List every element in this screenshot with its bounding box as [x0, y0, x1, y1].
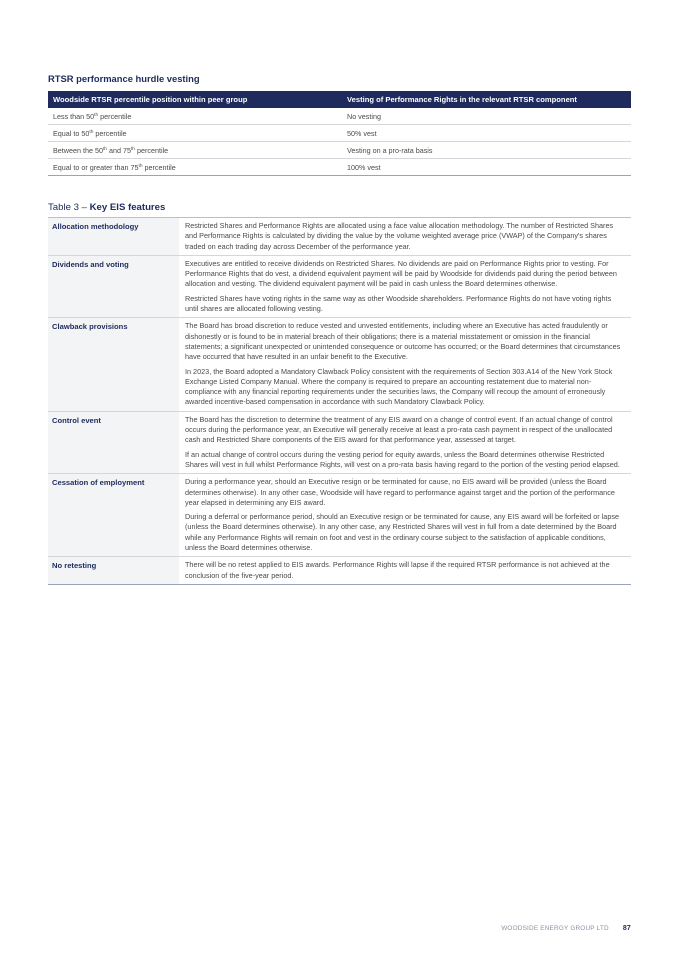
eis-title-prefix: Table 3 –	[48, 202, 90, 213]
eis-paragraph: During a performance year, should an Executive resign or be terminated for cause, no EIS award will be provided (unless the Board determines otherwise). In any other case, Woodside will have regard to performance against target and the portion of the performance year elapsed in determining any EIS award.	[185, 477, 615, 507]
percentile-cell	[48, 142, 342, 159]
eis-row	[48, 474, 631, 557]
rtsr-vesting-table	[48, 91, 631, 176]
table-row	[48, 125, 631, 142]
column-header-percentile: Woodside RTSR percentile position within peer group	[48, 91, 342, 108]
eis-row-label: Control event	[48, 412, 179, 473]
eis-row-label: No retesting	[48, 557, 179, 584]
footer-company: WOODSIDE ENERGY GROUP LTD	[501, 925, 609, 932]
eis-paragraph: Restricted Shares have voting rights in the same way as other Woodside shareholders. Performance Rights do not have voting rights until shares are allocated following vesting.	[185, 293, 612, 314]
eis-paragraph: During a deferral or performance period, should an Executive resign or be terminated for cause, any EIS award will be forfeited or lapse (unless the Board determines otherwise). In any other case, any Restricted Shares will vest in full from a date determined by the Board while any Performance Rights will remain on foot and vest in the ordinary course subject to the satisfaction of applicable conditions, unless the Board determines otherwise.	[185, 512, 620, 553]
percentile-cell	[48, 125, 342, 142]
eis-row-description	[179, 218, 631, 255]
eis-row-description	[179, 557, 631, 584]
percentile-text-pre: Less than 50	[53, 111, 95, 121]
eis-paragraph: The Board has broad discretion to reduce vested and unvested entitlements, including where an Executive has acted fraudulently or dishonestly or is found to be in material breach of their obligations; there is a material misstatement or omission in the financial statements; a significant unexpected or unintended consequence or outcome has occurred; or the Board determines that circumstances have occurred that have resulted in an unfair benefit to the Executive.	[185, 321, 621, 362]
eis-paragraph: Executives are entitled to receive dividends on Restricted Shares. No dividends are paid on Performance Rights prior to vesting. For Performance Rights that do vest, a dividend equivalent payment will be paid by Woodside for dividends paid during the period between allocation and vesting. The dividend equivalent payment will be paid in cash unless the Board determines otherwise.	[185, 258, 617, 289]
eis-paragraph: In 2023, the Board adopted a Mandatory Clawback Policy consistent with the requirements of Section 303.A14 of the New York Stock Exchange Listed Company Manual. Where the company is required to prepare an accounting restatement due to material non-compliance with any financial reporting requirements under the securities laws, the Company will recoup the amount of erroneously awarded incentive-based compensation in accordance with such Mandatory Clawback Policy.	[185, 366, 613, 407]
eis-paragraph: There will be no retest applied to EIS awards. Performance Rights will lapse if the required RTSR performance is not achieved at the conclusion of the five-year period.	[185, 560, 610, 580]
table-header-row	[48, 91, 631, 108]
percentile-cell	[48, 108, 342, 125]
vesting-cell: 100% vest	[342, 159, 631, 176]
page-number: 87	[622, 925, 631, 932]
percentile-text-sup: th	[138, 163, 143, 169]
eis-paragraph: If an actual change of control occurs during the vesting period for equity awards, unless the Board determines otherwise Restricted Shares will vest in full whilst Performance Rights, will vest on a pro-rata basis having regard to the portion of the vesting period elapsed.	[185, 449, 620, 469]
eis-row-label: Clawback provisions	[48, 318, 179, 410]
percentile-text-post: percentile	[93, 128, 127, 138]
eis-paragraph: Restricted Shares and Performance Rights are allocated using a face value allocation methodology. The number of Restricted Shares and Performance Rights is calculated by dividing the value by the volume weighted average price (VWAP) of the Company's shares traded on each trading day across December of the performance year.	[185, 221, 614, 251]
percentile-text-post: percentile	[98, 111, 132, 121]
table-row	[48, 108, 631, 125]
percentile-text-post2: percentile	[134, 145, 169, 155]
page-footer	[501, 925, 631, 932]
eis-row	[48, 557, 631, 585]
eis-row-description	[179, 412, 631, 473]
eis-row-label: Allocation methodology	[48, 218, 179, 255]
eis-paragraph: The Board has the discretion to determine the treatment of any EIS award on a change of control event. If an actual change of control occurs during the performance year, an Executive will generally receive at least a pro-rata cash payment in respect of the unallocated cash and Restricted Share components of the EIS award for that performance year, assessed at target.	[185, 414, 613, 445]
percentile-text-sup: th	[89, 129, 94, 135]
percentile-text-post: percentile	[142, 162, 176, 172]
column-header-vesting: Vesting of Performance Rights in the relevant RTSR component	[342, 91, 631, 108]
eis-row	[48, 412, 631, 474]
eis-row	[48, 318, 631, 411]
percentile-text-pre: Equal to 50	[53, 128, 90, 138]
eis-title-main: Key EIS features	[89, 202, 166, 213]
percentile-text-sup: th	[102, 146, 107, 152]
vesting-cell: 50% vest	[342, 125, 631, 142]
percentile-text-sup2: th	[130, 146, 135, 152]
table-row	[48, 159, 631, 176]
eis-row	[48, 256, 631, 318]
eis-row-label: Dividends and voting	[48, 256, 179, 317]
percentile-text-sup: th	[94, 112, 99, 118]
eis-row-description	[179, 256, 631, 317]
percentile-text-pre: Between the 50	[53, 145, 103, 155]
eis-features-table	[48, 217, 631, 585]
rtsr-section-title: RTSR performance hurdle vesting	[48, 73, 200, 84]
percentile-text-post: and 75	[106, 145, 131, 155]
eis-row-label: Cessation of employment	[48, 474, 179, 556]
vesting-cell: Vesting on a pro-rata basis	[342, 142, 631, 159]
table-row	[48, 142, 631, 159]
eis-row	[48, 218, 631, 256]
eis-row-description	[179, 474, 631, 556]
percentile-cell	[48, 159, 342, 176]
vesting-cell: No vesting	[342, 108, 631, 125]
percentile-text-pre: Equal to or greater than 75	[53, 162, 139, 172]
eis-section-title	[48, 202, 165, 213]
eis-row-description	[179, 318, 631, 410]
